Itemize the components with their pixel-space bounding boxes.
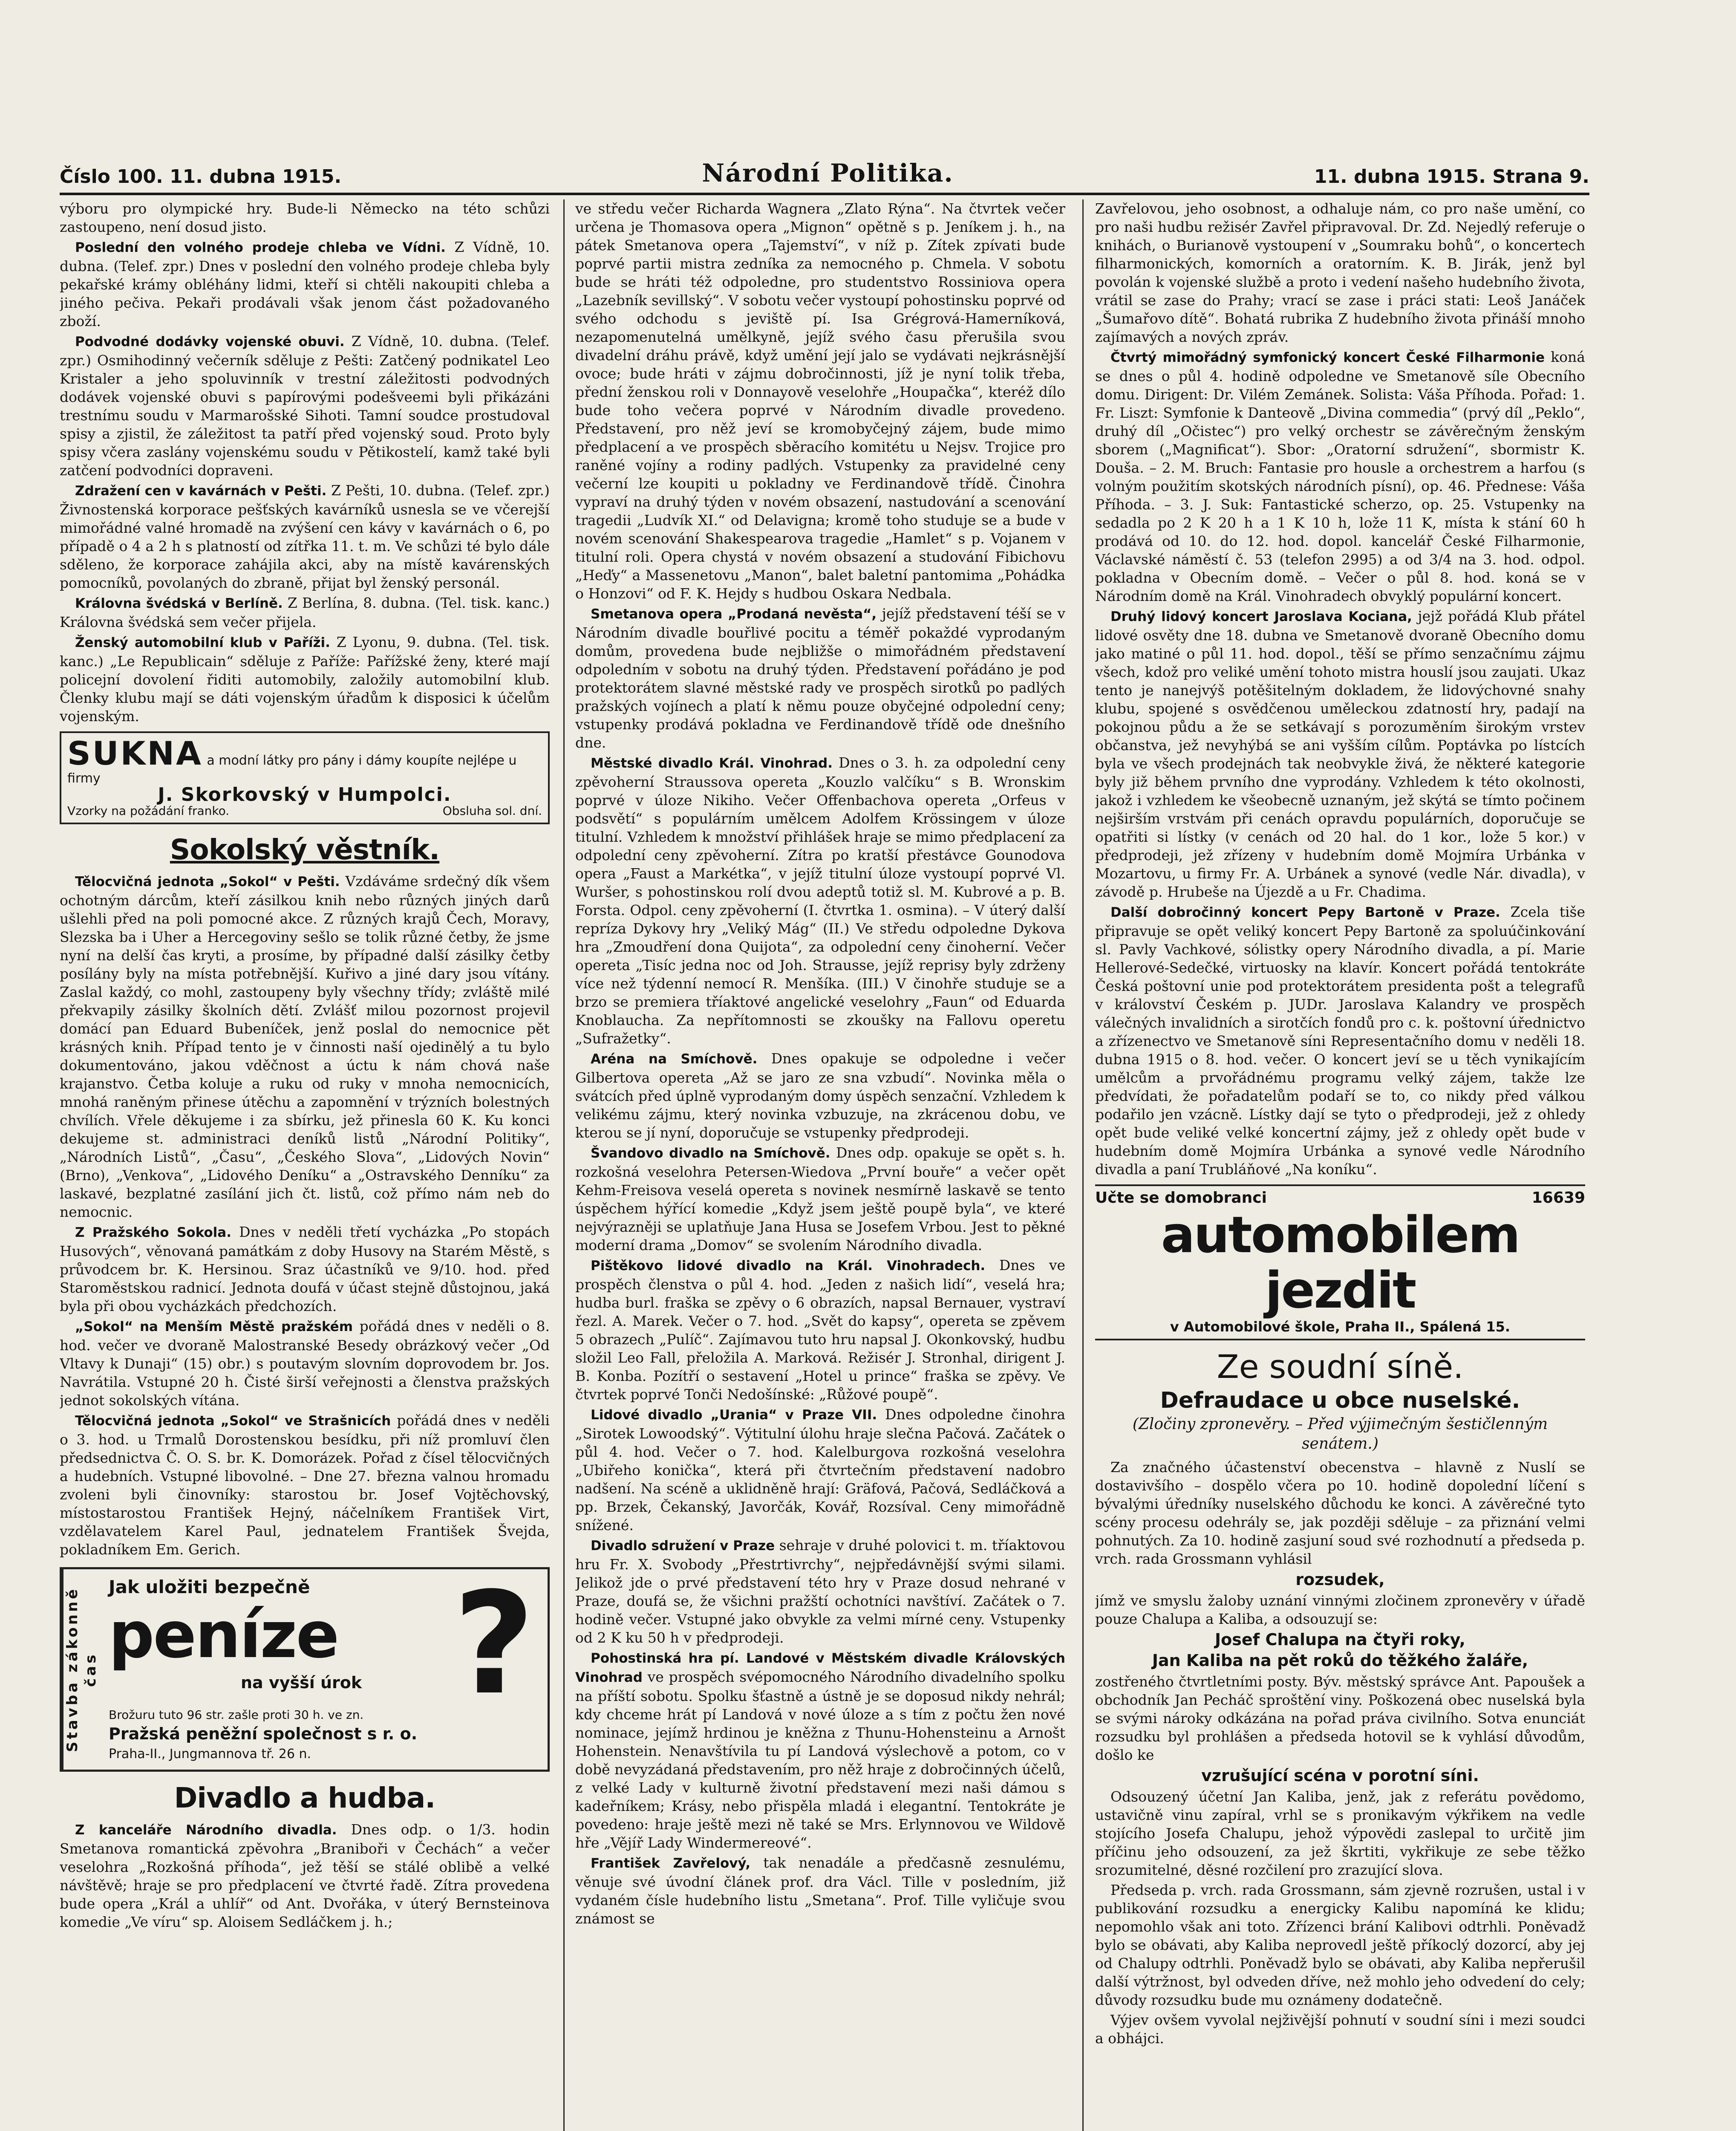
- news-text: Dnes odpoledne činohra „Sirotek Lowoodský“. Výtitulní úlohu hraje slečna Pačová. Začátek o půl 4. hod. Večer o 7. hod. Kalelburgova rozkošná veselohra „Ubiřeho konička“, která při čtvrtečním představení nadobro nadšení. Na scéně a uklidněně hrají: Gräfová, Pačová, Sedláčková a pp. Brzek, Čekanský, Javorčák, Kovář, Rozsíval. Ceny mimořádně snížené.: [575, 1406, 1065, 1533]
- ad-foot-left: Vzorky na požádání franko.: [67, 804, 230, 818]
- news-headline: Další dobročinný koncert Pepy Bartoně v Praze.: [1110, 905, 1500, 920]
- column-2: [575, 199, 1065, 2131]
- news-text: koná se dnes o půl 4. hodině odpoledne ve Smetanově síle Obecního domu. Dirigent: Dr. Vilém Zemánek. Solista: Váša Příhoda. Pořad: 1. Fr. Liszt: Symfonie k Danteově „Divina commedia“ (prvý díl „Peklo“, druhý díl „Očistec“) pro velký orchestr se závěrečným ženským sborem („Magnificat“). Sbor: „Oratorní sdružení“, sbormistr K. Douša. – 2. M. Bruch: Fantasie pro housle a orchestrem a harfou (s volným použitím skotských národních písní), op. 46. Přednese: Váša Příhoda. – 3. J. Suk: Fantastické scherzo, op. 25. Vstupenky na sedadla po 2 K 20 h a 1 K 10 h, lože 11 K, místa k stání 60 h prodává od 10. do 12. hod. dopol. kancelář České Filharmonie, Václavské náměstí č. 53 (telefon 2995) a od 3/4 na 3. hod. odpol. pokladna v Obecním domě. – Večer o půl 8. hod. koná se v Národním domě na Král. Vinohradech obvyklý populární koncert.: [1095, 349, 1585, 604]
- advertisement-automobil: [1095, 1184, 1585, 1340]
- ad-firm: Pražská peněžní společnost s r. o.: [109, 1724, 418, 1743]
- news-headline: Pohostinská hra pí. Landové v Městském divadle Královských Vinohrad: [575, 1651, 1065, 1685]
- news-item: [60, 1411, 550, 1559]
- verdict-label: rozsudek,: [1295, 1570, 1385, 1589]
- advertisement-sukna: [60, 731, 550, 824]
- news-headline: Královna švédská v Berlíně.: [75, 596, 283, 611]
- news-headline: Městské divadlo Král. Vinohrad.: [591, 756, 833, 771]
- news-text: Z Berlína, 8. dubna. (Tel. tisk. kanc.) Královna švédská sem večer přijela.: [60, 595, 550, 630]
- news-text: Dnes o 3. h. za odpolední ceny zpěvoherní Straussova opereta „Kouzlo valčíku“ s B. Wronskim poprvé v úloze Nikiho. Večer Offenbachova opereta „Orfeus v podsvětí“ s populárním umělcem Adolfem Krössingem v úloze titulní. Vzhledem k množství přihlášek hraje se mimo předplacení za odpolední ceny zpěvoherní. Zítra po kratší přestávce Gounodova opera „Faust a Markétka“, v jejíž titulní úloze vystoupí poprvé Vl. Wuršer, s pohostinskou rolí dvou adeptů totiž sl. M. Kubrové a p. B. Forsta. Odpol. ceny zpěvoherní (I. čtvrtka 1. osmina). – V úterý další repríza Dykovy hry „Veliký Mág“ (II.) Ve středu odpoledne Dykova hra „Zmoudření dona Quijota“, za odpolední ceny činoherní. Večer opereta „Tisíc jedna noc od Joh. Strausse, jejíž reprisy byly zdrženy více než týdenní nemocí R. Menšíka. (III.) V činohře studuje se a brzo se premiera tříaktové angelické veselohry „Faun“ od Eduarda Knoblaucha. Za nepřítomnosti se zkoušky na Fallovu operetu „Sufražetky“.: [575, 754, 1065, 1047]
- masthead: Národní Politika.: [702, 159, 954, 188]
- sentence-1: Josef Chalupa na čtyři roky,: [1215, 1630, 1465, 1649]
- news-text: Vzdáváme srdečný dík všem ochotným dárcům, kteří zásilkou knih nebo různých jiných darů ušlehli před na poli pomocné akce. Z různých krajů Čech, Moravy, Slezska ba i Uher a Hercegoviny sešlo se tolik různé četby, že jsme nyní na delší čas kryti, a prosíme, by případné další zásilky četby posílány byly na místa potřebnější. Kuřivo a jiné dary jsou vítány. Zaslal každý, co mohl, zastoupeny byly všechny třídy; zvláště milé překvapily zásilky školních dětí. Zvlášť milou pozornost projevil domácí pan Eduard Bubeníček, jenž poslal do nemocnice pět krásných knih. Případ tento je v činnosti naší ojedinělý a tu bylo dokumentováno, jakou vděčnost a úctu k nám chová naše krajanstvo. Četba koluje a ruku od ruky v mnoha nemocnicích, mnohá raněným přinese útěchu a zapomnění v trýzních bolestných chvílích. Vřele děkujeme i za sbírku, jež přinesla 60 K. Ku konci dekujeme st. administraci deníků listů „Národní Politiky“, „Národních Listů“, „Času“, „Českého Slova“, „Lidových Novin“ (Brno), „Venkova“, „Lidového Deníku“ a „Ostravského Denníku“ za laskavé, bezplatné zasílání jich čt. listů, což přímo nám neb do nemocnic.: [60, 873, 550, 1220]
- article-paragraph: jímž ve smyslu žaloby uznání vinnými zločinem zpronevěry v úřadě pouze Chalupa a Kaliba, a odsouzují se:: [1095, 1592, 1585, 1627]
- article-paragraph: ve středu večer Richarda Wagnera „Zlato Rýna“. Na čtvrtek večer určena je Thomasova opera „Mignon“ opětně s p. Jeníkem j. h., na pátek Smetanova opera „Tajemství“, v níž p. Zítek zpívati bude poprvé partii mistra zedníka za nemocného p. Chmela. V sobotu bude se hráti též odpoledne, pro studentstvo Rossiniova opera „Lazebník sevillský“. V sobotu večer vystoupí pohostinsku poprvé od svého odchodu s jeviště pí. Isa Grégrová-Hamerníková, nezapomenutelná umělkyně, jejíž svého času přerušila svou divadelní dráhu právě, když umění její jalo se vydávati nejkrásnější ovoce; bude hráti v zájmu dobročinnosti, jíž je nyní tolik třeba, přední ženskou roli v Donnayově veselohře „Houpačka“, kteréž dílo bude toho večera poprvé v Národním divadle provedeno. Představení, pro něž jeví se kromobyčejný zájem, bude mimo předplacení a ve prospěch sběracího komitétu u Nejsv. Trojice pro raněné vojíny a rodiny padlých. Vstupenky za pravidelné ceny večerní lze koupiti u pokladny ve Ferdinandově třídě. Činohra vypraví na druhý týden v novém obsazení, nastudování a scenování tragedii „Ludvík XI.“ od Delavigna; kromě toho studuje se a bude v novém scenování Shakespearova tragedie „Hamlet“ s p. Vojanem v titulní roli. Opera chystá v novém obsazení a studování Fibichovu „Heďy“ a Massenetovu „Manon“, balet baletní pantomima „Pohádka o Honzovi“ od F. K. Hejdy s hudbou Oskara Nedbala.: [575, 200, 1065, 602]
- court-subtitle-2: (Zločiny zpronevěry. – Před výjimečným šestičlenným senátem.): [1132, 1415, 1548, 1452]
- news-text: Z Vídně, 10. dubna. (Telef. zpr.) Osmihodinný večerník sděluje z Pešti: Zatčený podnikatel Leo Kristaler a jeho spoluvinník v trestní záležitosti podvodných dodávek vojenské obuvi s papírovými podešveemi byli přikázáni trestnímu soudu v Marmarošské Sihoti. Tamní soudce prostudoval spisy a zjistil, že záležitost ta patří před vojenský soud. Proto byly spisy včera zaslány vojenskému soudu v Pětikostelí, kamž také byli zatčení podvodníci dopraveni.: [60, 333, 550, 479]
- column-divider: [563, 199, 565, 2131]
- news-headline: Zdražení cen v kavárnách v Pešti.: [75, 483, 327, 499]
- news-text: Dnes opakuje se odpoledne i večer Gilbertova opereta „Až se jaro ze sna vzbudí“. Novinka měla o svátcích před úplně vyprodaným domy úspěch senzační. Vzhledem k velikému zájmu, který novinka vzbuzuje, na zkrácenou dobu, ve kterou se jí nyní, doporučuje se vstupenky předprodeji.: [575, 1050, 1065, 1141]
- news-text: pořádá dnes v neděli o 3. hod. u Trmalů Dorostenskou besídku, při níž promluví člen předsednictva Č. O. S. br. K. Domorázek. Pořad z čísel tělocvičných a hudebních. Vstupné libovolné. – Dne 27. března valnou hromadu zvoleni byli činovníky: starostou br. Josef Vojtěchovský, místostarostou František Hejný, náčelníkem František Virt, vzdělavatelem Karel Paul, jednatelem František Švejda, pokladníkem Em. Gerich.: [60, 1412, 550, 1558]
- news-item: [60, 1223, 550, 1315]
- sentence-2: Jan Kaliba na pět roků do těžkého žaláře,: [1152, 1651, 1528, 1670]
- news-text: Dnes ve prospěch členstva o půl 4. hod. „Jeden z našich lidí“, veselá hra; hudba burl. fraška se zpěvy o 6 obrazích, napsal Bernauer, vystraví řezl. A. Marek. Večer o 7. hod. „Svět do kapsy“, opereta se zpěvem 5 obrazech „Pulíč“. Zajímavou tuto hru napsal J. Okonkovský, hudbu složil Leo Fall, přeložila A. Marková. Režisér J. Stronhal, dirigent J. B. Konba. Pozítří o sestavení „Hotel u prince“ fraška se zpěvy. Ve čtvrtek poprvé Tonči Nedošínské: „Růžové poupě“.: [575, 1257, 1065, 1403]
- ad-small: Brožuru tuto 96 str. zašle proti 30 h. ve zn.: [109, 1708, 364, 1722]
- news-text: jejíž představení téší se v Národním divadle bouřlivé pocitu a téměř pokaždé vyprodaným domům, provedena bude nejbližše o mimořádném představení odpoledním v sobotu na druhý týden. Představení pořádáno je pod protektorátem slavné městské rady ve prospěch sirotků po padlých pražských vojínech a platí k němu pouze obyčejné odpolední ceny; vstupenky prodává pokladna ve Ferdinandově třídě ode dnešního dne.: [575, 605, 1065, 751]
- news-item: [60, 633, 550, 725]
- article-paragraph: zostřeného čtvrtletními posty. Býv. městský správce Ant. Papoušek a obchodník Jan Pecháč sproštění viny. Poškozená obec nuselská byla se svými nároky odkázána na pořad práva civilního. Sotva enunciát rozsudku byl prohlášen a předseda hotovil se k vyhlásí důvodům, došlo ke: [1095, 1673, 1585, 1763]
- news-item: [575, 1854, 1065, 1928]
- article-paragraph: Zavřelovou, jeho osobnost, a odhaluje nám, co pro naše umění, co pro naši hudbu režisér Zavřel připravoval. Dr. Zd. Nejedlý referuje o knihách, o Burianově vystoupení v „Soumraku bohů“, o koncertech filharmonických, komorních a oratorním. K. B. Jirák, jenž byl povolán k vojenské službě a proto i vedení našeho hudebního života, vrátil se zase do Prahy; vrací se zase i práci stati: Leoš Janáček „Šumařovo dítě“. Bohatá rubrika Z hudebního života přináší mnoho zajímavých a nových zpráv.: [1095, 200, 1585, 345]
- news-item: [575, 1405, 1065, 1534]
- news-text: sehraje v druhé polovici t. m. tříaktovou hru Fr. X. Svobody „Přestrtivrchy“, nejpředávnější svými silami. Jelikož jde o prvé představení této hry v Praze dosud nehrané v Praze, doufá se, že všichni pražští ochotníci navštíví. Začátek o 7. hodině večer. Vstupné jako obvykle za velmi mírné ceny. Vstupenky od 2 K ku 50 h v předprodeji.: [575, 1537, 1065, 1646]
- date-page: 11. dubna 1915. Strana 9.: [1314, 166, 1589, 188]
- article-paragraph: výboru pro olympické hry. Bude-li Německo na této schůzi zastoupeno, není dosud jisto.: [60, 200, 550, 235]
- news-item: [575, 1256, 1065, 1403]
- news-item: [60, 332, 550, 479]
- news-headline: Ženský automobilní klub v Paříži.: [75, 635, 330, 650]
- article-paragraph: Výjev ovšem vyvolal nejživější pohnutí v soudní síni i mezi soudci a obhájci.: [1095, 2012, 1585, 2047]
- news-item: [575, 1049, 1065, 1142]
- column-divider: [1082, 199, 1084, 2131]
- news-headline: Divadlo sdružení v Praze: [591, 1538, 775, 1553]
- news-headline: Podvodné dodávky vojenské obuvi.: [75, 334, 345, 349]
- article-paragraph: Odsouzený účetní Jan Kaliba, jenž, jak z referátu povědomo, ustavičně vinu zapíral, vrhl se s pronikavým výkřikem na vedle stojícího Josefa Chalupu, jehož výpovědi zaslepal to určitě jim příčinu jeho odsouzení, za jež škrtiti, vykřikuje ze sebe těžko srozumitelné, děsné rozčilení pro zrazující slova.: [1095, 1788, 1585, 1878]
- news-item: [1095, 903, 1585, 1178]
- ad-top-right: 16639: [1531, 1189, 1585, 1207]
- news-text: Z Lyonu, 9. dubna. (Tel. tisk. kanc.) „Le Republicain“ sděluje z Paříže: Pařížské ženy, které mají policejní dovolení řiditi automobily, založily automobilní klub. Členky klubu mají se dáti vojenským úřadům k disposici k účelům vojenským.: [60, 634, 550, 725]
- news-item: [60, 1820, 550, 1931]
- news-text: Dnes v neděli třetí vycházka „Po stopách Husových“, věnovaná památkám z doby Husovy na Starém Městě, s průvodcem br. K. Hersinou. Sraz účastníků ve 9/10. hod. před Staroměstskou radnicí. Jednota doufá v účast stejně důstojnou, jaká byla při obou vycházkách předchozích.: [60, 1224, 550, 1314]
- news-item: [575, 1536, 1065, 1647]
- section-title-court: Ze soudní síně.: [1217, 1348, 1464, 1386]
- page-header: [60, 158, 1589, 188]
- news-headline: Poslední den volného prodeje chleba ve Vídni.: [75, 240, 446, 255]
- ad-address: Praha-II., Jungmannova tř. 26 n.: [109, 1747, 311, 1761]
- ad-brand: SUKNA: [67, 734, 203, 772]
- news-text: ve prospěch svépomocného Národního divadelního spolku na příští sobotu. Spolku šťastně a ústně je se doposud nikdy nehrál; kdy chceme hrát pí Landová v nové úloze a s tím z počtu žen nové nominace, jejímž hrdinou je kněžna z Thunu-Hohensteinu a Arnošt Hohenstein. Nenavštívila tu pí Landová výslechově a potom, co v době nevyzádaná představením, pro něž hraje z dobročinných účelů, z velké Lady v kulturně životní představení mezi naši dámou s kadeřníkem; Krásy, nebo přispěla mladá i elegantní. Tentokráte je povedeno: hraje ještě mezi ně také se Mrs. Erlynnovou ve Wildově hře „Vějíř Lady Windermereové“.: [575, 1669, 1065, 1851]
- news-item: [575, 604, 1065, 752]
- scene-subheading: vzrušující scéna v porotní síni.: [1201, 1766, 1479, 1785]
- ad-foot-right: Obsluha sol. dní.: [442, 804, 542, 818]
- advertisement-penize: [60, 1562, 550, 1772]
- news-item: [60, 481, 550, 592]
- news-headline: Čtvrtý mimořádný symfonický koncert České Filharmonie: [1110, 350, 1545, 365]
- article-paragraph: Za značného účastenství obecenstva – hlavně z Nuslí se dostavivšího – dospělo včera po 10. hodině dopolední líčení s bývalými úředníky nuselského důchodu ke konci. A závěrečné tyto scény procesu odehrály se, jak později sděluje – za přiznání velmi pohnutých. Za 10. hodině zasjuní soud své rozhodnutí a předseda p. vrch. rada Grossmann vyhlásil: [1095, 1459, 1585, 1567]
- ad-heading: Jak uložiti bezpečně: [109, 1577, 310, 1597]
- news-headline: Druhý lidový koncert Jaroslava Kociana,: [1110, 609, 1412, 624]
- news-item: [60, 238, 550, 330]
- news-item: [60, 1317, 550, 1409]
- issue-number: Číslo 100. 11. dubna 1915.: [60, 166, 342, 188]
- news-headline: Tělocvičná jednota „Sokol“ v Pešti.: [75, 874, 340, 889]
- news-item: [575, 754, 1065, 1048]
- ad-big-word: automobilem jezdit: [1161, 1205, 1520, 1320]
- news-item: [1095, 348, 1585, 605]
- news-text: Zcela tiše připravuje se opět veliký koncert Pepy Bartoně za spoluúčinkování sl. Pavly Vachkové, sólistky opery Národního divadla, a pí. Marie Hellerové-Sedečké, virtuosky na klavír. Koncert pořádá tentokráte Česká poštovní unie pod protektorátem presidenta pošt a telegrafů v království Českém p. JUDr. Jaroslava Kalandry ve prospěch válečných invalidních a sirotčích fondů pro c. k. poštovní úřednictvo a zřízenectvo ve Smetanově síni Representačního domu v neděli 18. dubna 1915 o 8. hod. večer. O koncert jeví se u těch vynikajícím umělcům a prvořádnému programu velký zájem, takže lze předvídati, že pořadatelům podaří se to, co nikdy před válkou podařilo jen vzácně. Lístky dají se tyto o předprodeji, jež z ohledy opět bude veliké velké koncertní zájmy, jež z ohledy opět bude v hudebním domě Mojmíra Urbánka a synové vedle Národního divadla a paní Trubláňové „Na koníku“.: [1095, 904, 1585, 1178]
- column-1: [60, 199, 550, 2131]
- column-3: [1095, 199, 1585, 2131]
- question-mark-icon: ?: [453, 1562, 535, 1726]
- ad-firm: J. Skorkovský v Humpolci.: [158, 784, 452, 806]
- section-title-sokol: Sokolský věstník.: [170, 833, 440, 866]
- news-item: [60, 872, 550, 1221]
- news-headline: František Zavřelový,: [591, 1856, 751, 1871]
- news-item: [575, 1649, 1065, 1852]
- news-text: jejž pořádá Klub přátel lidové osvěty dne 18. dubna ve Smetanově dvoraně Obecního domu jako matiné o půl 11. hod. dopol., těší se přímo senzačnímu zájmu všech, kdož pro veliké umění tohoto mistra houslí jsou zaujati. Ukaz tento je nanejvýš potěšitelným dokladem, že lidovýchovné snahy klubu, spojené s osvědčenou uměleckou zdatností hry, padají na pokojnou půdu a že se setkávají s porozuměním širokým vrstev občanstva, jež nevyhýbá se ani vyšším cílům. Poptávka po lístcích byla ve všech prodejnách tak neobvykle živá, že některé kategorie byly již během prvního dne vyprodány. Vzhledem k této okolnosti, jakož i vzhledem ke všeobecně uznaným, jež skýtá se tímto počinem nejširším vrstvám při cenách opravdu populárních, doporučuje se opatřiti si lístky (v cenách od 20 hal. do 1 kor., lože 5 kor.) v předprodeji, jež zřízeny v hudebním domě Mojmíra Urbánka v Mozartovu, u firmy Fr. A. Urbánek a synové (vedle Nár. divadla), v závodě p. Hrubeše na Újezdě a u Fr. Chadima.: [1095, 608, 1585, 900]
- ad-top-left: Učte se domobranci: [1095, 1189, 1267, 1207]
- ad-big-word: peníze: [109, 1598, 338, 1672]
- news-headline: Švandovo divadlo na Smíchově.: [591, 1146, 831, 1161]
- ad-line: a modní látky pro pány i dámy koupíte nejlépe u firmy: [67, 753, 517, 786]
- news-item: [1095, 607, 1585, 901]
- article-paragraph: Předseda p. vrch. rada Grossmann, sám zjevně rozrušen, ustal i v publikování rozsudku a energicky Kalibu napomíná ke klidu; nepomohlo však ani toto. Zřízenci brání Kalibovi odtrhli. Poněvadž bylo se obávati, aby Kaliba neprovedl ještě příkoclý dozorcí, aby jej od Chalupy odtrhli. Poněvadž bylo se obávati, aby Kaliba nepřerušil další výtržnost, byl odveden dříve, než mohlo jeho odvedení do cely; důvody rozsudku bude mu oznámeny dodatečně.: [1095, 1882, 1585, 2008]
- court-subtitle: Defraudace u obce nuselské.: [1160, 1388, 1520, 1413]
- news-headline: Aréna na Smíchově.: [591, 1051, 758, 1067]
- ad-subline: na vyšší úrok: [241, 1673, 362, 1692]
- news-text: Z Vídně, 10. dubna. (Telef. zpr.) Dnes v poslední den volného prodeje chleba byly pekařské krámy obléhány lidmi, kteří si chtěli nakoupiti chleba a jiného pečiva. Pekaři prodávali však jenom část požadovaného zboží.: [60, 239, 550, 329]
- news-headline: „Sokol“ na Menším Městě pražském: [75, 1319, 353, 1334]
- news-text: tak nenadále a předčasně zesnulému, věnuje své úvodní článek prof. dra Václ. Tille v posledním, již vydaném čísle hudebního listu „Smetana“. Prof. Tille vyličuje svou známost se: [575, 1854, 1065, 1927]
- news-headline: Smetanova opera „Prodaná nevěsta“,: [591, 606, 877, 622]
- news-headline: Pištěkovo lidové divadlo na Král. Vinohradech.: [591, 1258, 986, 1273]
- news-headline: Tělocvičná jednota „Sokol“ ve Strašnicích: [75, 1413, 391, 1429]
- header-rule: [60, 193, 1589, 195]
- news-headline: Lidové divadlo „Urania“ v Praze VII.: [591, 1407, 877, 1423]
- news-item: [575, 1143, 1065, 1254]
- section-title-divadlo: Divadlo a hudba.: [174, 1782, 435, 1814]
- news-item: [60, 594, 550, 631]
- news-text: pořádá dnes v neděli o 8. hod. večer ve dvoraně Malostranské Besedy obrázkový večer „Od Vltavy k Dunaji“ (15) obr.) s poutavým slovním doprovodem br. Jos. Navrátila. Vstupné 20 h. Čisté širší veřejnosti a členstva pražských jednot sokolských vítána.: [60, 1318, 550, 1409]
- ad-bottom: v Automobilové škole, Praha II., Spálená 15.: [1095, 1318, 1585, 1340]
- news-text: Z Pešti, 10. dubna. (Telef. zpr.) Živnostenská korporace pešťských kavárníků usnesla se ve včerejší mimořádné valné hromadě na zvýšení cen kávy v kavárnách o 6, po případě o 4 a 2 h s platností od zítřka 11. t. m. Ve schůzi té bylo dále sděleno, že korporace zahájila akci, aby na místě kavárenských pomocníků, povolaných do zbraně, přijat byl ženský personál.: [60, 482, 550, 591]
- news-headline: Z Pražského Sokola.: [75, 1225, 232, 1240]
- news-text: Dnes odp. opakuje se opět s. h. rozkošná veselohra Petersen-Wiedova „První bouře“ a večer opět Kehm-Freisova veselá opereta s novinek nesmírně laskavě se tento úspěchem hýřící komedie „Když jsem ještě poupě byla“, ve které nejvýrazněji se uplatňuje Jana Husa se Josefem Vrbou. Jest to pěkné moderní drama „Domov“ se svolením Národního divadla.: [575, 1144, 1065, 1253]
- news-text: Dnes odp. o 1/3. hodin Smetanova romantická zpěvohra „Braniboři v Čechách“ a večer veselohra „Rozkošná příhoda“, jež těší se stálé oblibě a velké návštěvě; hraje se pro předplacení ve čtvrté řadě. Zítra provedena bude opera „Král a uhlíř“ od Ant. Dvořáka, v úterý Bernsteinova komedie „Ve víru“ sp. Aloisem Sedláčkem j. h.;: [60, 1821, 550, 1930]
- ad-side-text: Stavba zákonně čas: [62, 1569, 93, 1770]
- news-headline: Z kanceláře Národního divadla.: [75, 1822, 337, 1838]
